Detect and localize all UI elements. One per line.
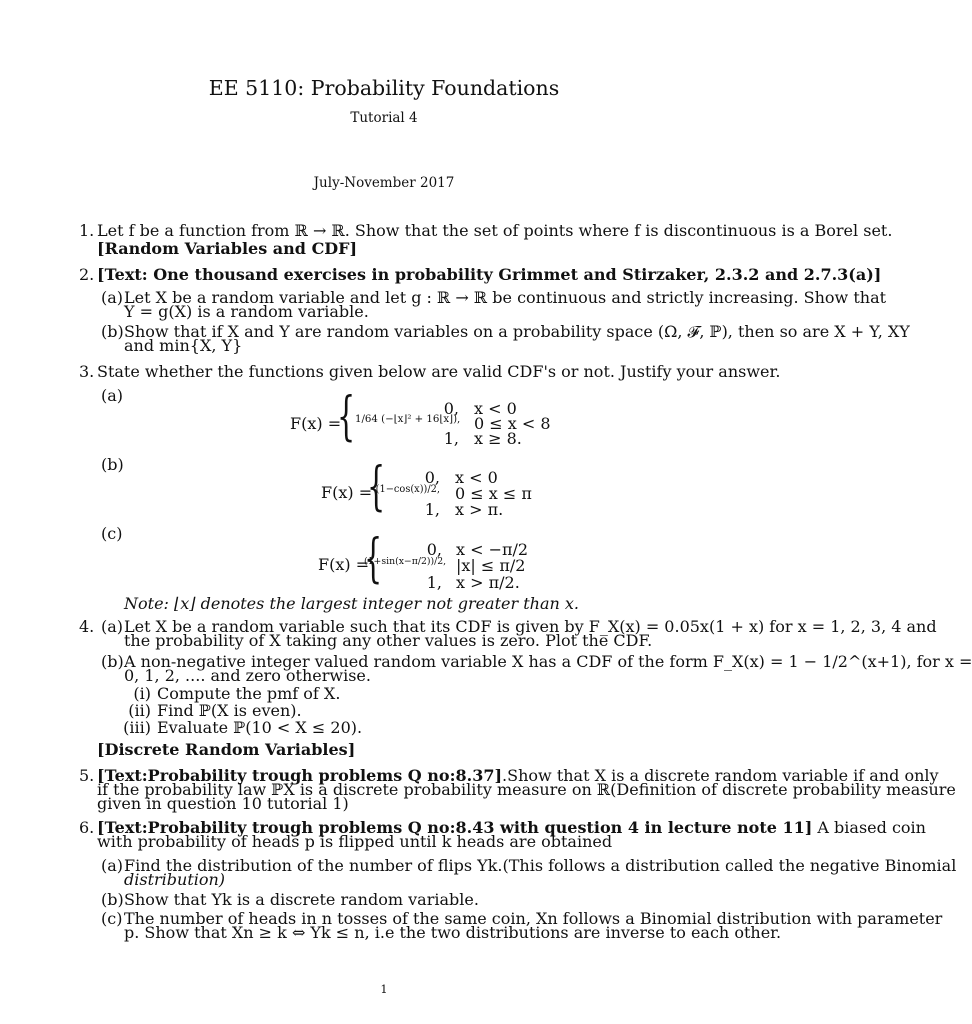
q3c-case-cond: x < −π/2 <box>456 540 529 559</box>
q6-line1-rest: A biased coin <box>812 818 926 837</box>
q3c-lhs: F(x) = <box>318 555 370 574</box>
q3c-case-value: (1+sin(x−π/2))/2, <box>364 556 447 567</box>
q5-line1-rest: .Show that X is a discrete random variable if and only <box>502 766 939 785</box>
q3-number: 3. <box>79 362 95 381</box>
q4b-line1: A non-negative integer valued random variable X has a CDF of the form F_X(x) = 1 − 1/2^(x+1), for x = <box>124 652 972 671</box>
q2-number: 2. <box>79 265 95 284</box>
q2b-line2: and min{X, Y} <box>124 336 243 355</box>
q6-number: 6. <box>79 818 95 837</box>
q2-reference: [Text: One thousand exercises in probability Grimmet and Stirzaker, 2.3.2 and 2.7.3(a)] <box>97 265 882 284</box>
q3b-lhs: F(x) = <box>321 483 373 502</box>
q6c-line1: The number of heads in n tosses of the same coin, Xn follows a Binomial distribution with parameter <box>124 909 943 928</box>
q2a-line1: Let X be a random variable and let g : ℝ → ℝ be continuous and strictly increasing. Show that <box>124 288 887 307</box>
q1-number: 1. <box>79 221 95 240</box>
q3c-label: (c) <box>101 524 123 543</box>
q3c-brace: { <box>364 529 383 589</box>
q5-line2: if the probability law ℙX is a discrete probability measure on ℝ(Definition of discrete probability measure <box>97 780 956 799</box>
q1-text: Let f be a function from ℝ → ℝ. Show that the set of points where f is discontinuous is a Borel set. <box>97 221 893 240</box>
document-subtitle: Tutorial 4 <box>350 110 418 126</box>
q5-reference: [Text:Probability trough problems Q no:8.37] <box>97 766 503 785</box>
q6b-label: (b) <box>101 890 124 909</box>
q3b-case-value: 0, <box>424 468 440 487</box>
q2a-line2: Y = g(X) is a random variable. <box>124 302 369 321</box>
q5-number: 5. <box>79 766 95 785</box>
q4a-line2: the probability of X taking any other values is zero. Plot the CDF. <box>124 631 653 650</box>
q3b-label: (b) <box>101 455 124 474</box>
q3c-case-cond: x > π/2. <box>456 573 520 592</box>
document-title: EE 5110: Probability Foundations <box>208 76 560 100</box>
q3a-case-cond: x < 0 <box>474 399 517 418</box>
q3a-label: (a) <box>101 386 124 405</box>
document-date: July-November 2017 <box>313 175 455 191</box>
q6c-line2: p. Show that Xn ≥ k ⇔ Yk ≤ n, i.e the two distributions are inverse to each other. <box>124 923 782 942</box>
q3b-case-value: (1−cos(x))/2, <box>375 484 440 495</box>
q3b-case-cond: x > π. <box>455 500 504 519</box>
q6a-line1: Find the distribution of the number of flips Yk.(This follows a distribution called the negative Binomial <box>124 856 957 875</box>
q4b-line2: 0, 1, 2, .... and zero otherwise. <box>124 666 371 685</box>
q3c-case-value: 0, <box>426 540 442 559</box>
q4b-roman-text: Compute the pmf of X. <box>157 684 341 703</box>
q3-text: State whether the functions given below are valid CDF's or not. Justify your answer. <box>97 362 781 381</box>
q4b-label: (b) <box>101 652 124 671</box>
q5-line3: given in question 10 tutorial 1) <box>97 794 349 813</box>
q3a-case-cond: 0 ≤ x < 8 <box>474 414 551 433</box>
q3-note: Note: ⌊x⌋ denotes the largest integer not greater than x. <box>124 594 579 613</box>
q4b-roman-text: Find ℙ(X is even). <box>157 701 302 720</box>
q3a-lhs: F(x) = <box>290 414 342 433</box>
q2a-label: (a) <box>101 288 124 307</box>
q3a-case-value: 1/64 (−⌊x⌋² + 16⌊x⌋), <box>355 414 461 425</box>
q6c-label: (c) <box>101 909 123 928</box>
q4a-label: (a) <box>101 617 124 636</box>
section-discrete-random-variables: [Discrete Random Variables] <box>97 740 356 759</box>
q3b-case-cond: 0 ≤ x ≤ π <box>455 484 532 503</box>
q4a-line1: Let X be a random variable such that its CDF is given by F_X(x) = 0.05x(1 + x) for x = 1, 2, 3, 4 and <box>124 617 937 636</box>
q6-reference: [Text:Probability trough problems Q no:8.43 with question 4 in lecture note 11] <box>97 818 813 837</box>
q3a-case-value: 1, <box>443 429 459 448</box>
q2b-line1: Show that if X and Y are random variables on a probability space (Ω, 𝓕, ℙ), then so are X + Y, XY <box>124 322 910 341</box>
q2b-label: (b) <box>101 322 124 341</box>
q3c-case-cond: |x| ≤ π/2 <box>456 556 526 575</box>
q3b-case-cond: x < 0 <box>455 468 498 487</box>
q3a-brace: { <box>337 387 356 447</box>
q4b-roman-text: Evaluate ℙ(10 < X ≤ 20). <box>157 718 363 737</box>
page-number: 1 <box>380 983 388 996</box>
q4b-roman-label: (iii) <box>123 718 151 737</box>
q4b-roman-label: (ii) <box>128 701 151 720</box>
q4-number: 4. <box>79 617 95 636</box>
q6-line2: with probability of heads p is flipped until k heads are obtained <box>97 832 613 851</box>
q6a-label: (a) <box>101 856 124 875</box>
section-random-variables: [Random Variables and CDF] <box>97 239 358 258</box>
q3b-case-value: 1, <box>424 500 440 519</box>
q3a-case-cond: x ≥ 8. <box>474 429 522 448</box>
q3a-case-value: 0, <box>443 399 459 418</box>
q3b-brace: { <box>367 457 386 517</box>
q6b-line1: Show that Yk is a discrete random variable. <box>124 890 479 909</box>
q3c-case-value: 1, <box>426 573 442 592</box>
q4b-roman-label: (i) <box>133 684 151 703</box>
q6a-line2: distribution) <box>124 870 226 889</box>
